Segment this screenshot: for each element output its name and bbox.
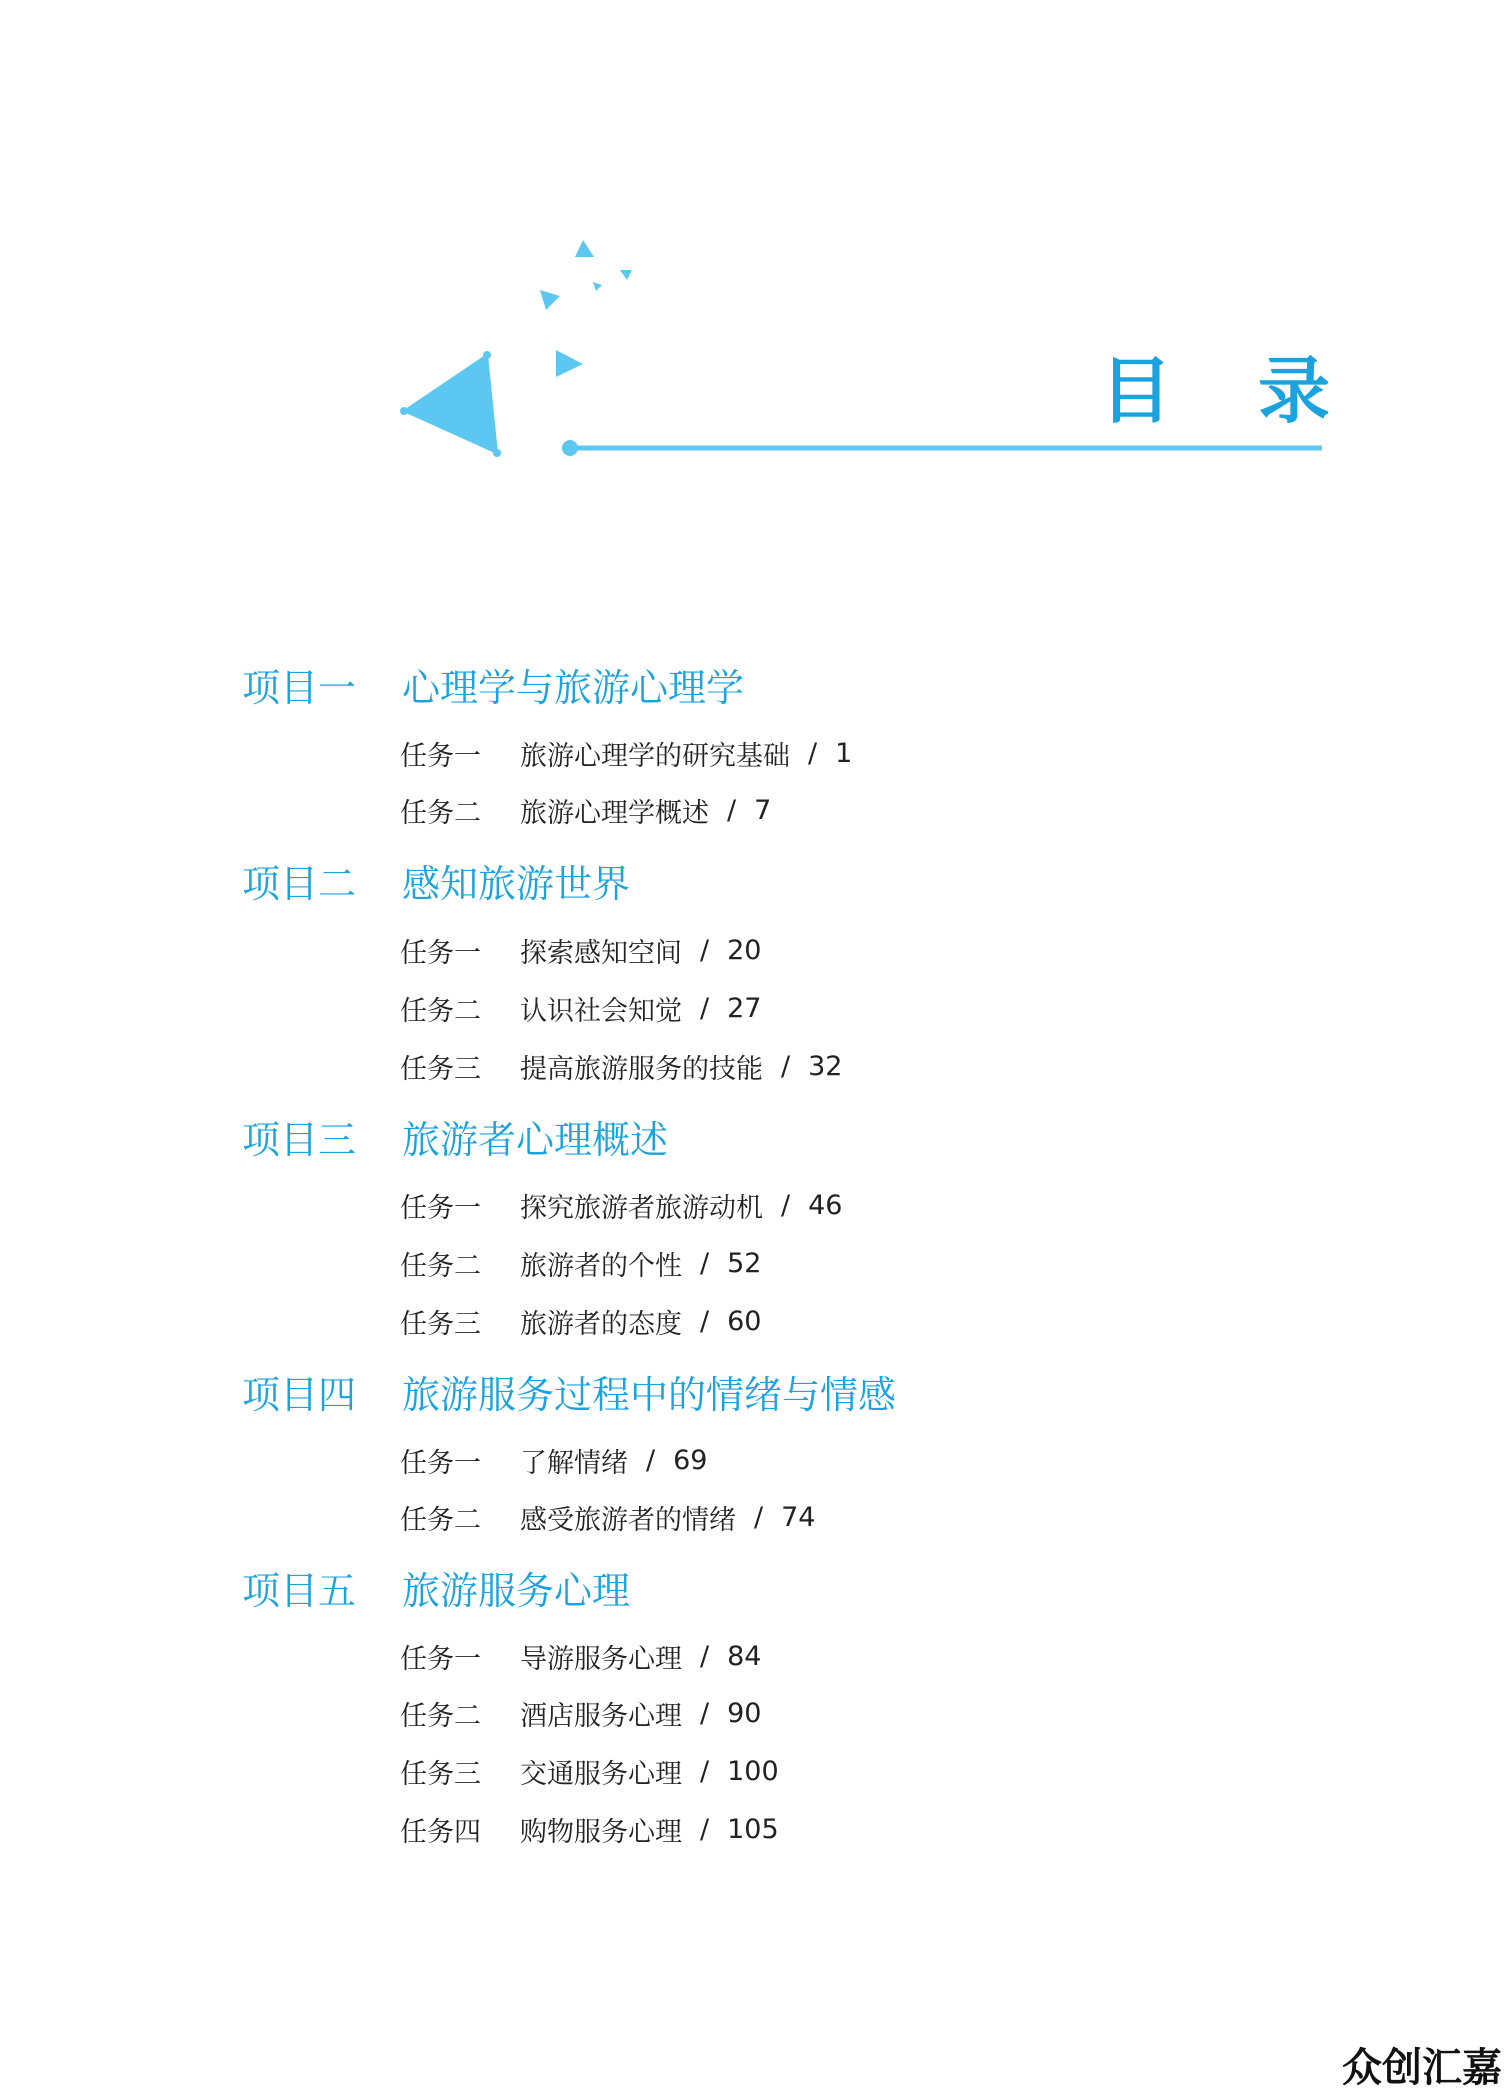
- large-triangle: [405, 355, 497, 453]
- task-number: 任务一: [400, 1643, 481, 1675]
- page-number: 105: [727, 1813, 779, 1845]
- small-triangle-5: [556, 350, 583, 377]
- project-number: 项目五: [242, 1568, 357, 1613]
- task-title: 购物服务心理: [520, 1816, 682, 1848]
- task-title: 探索感知空间: [520, 937, 682, 969]
- project-number: 项目三: [242, 1117, 357, 1162]
- task-number: 任务一: [400, 1192, 481, 1224]
- toc-task[interactable]: [400, 1497, 815, 1537]
- project-title: 心理学与旅游心理学: [402, 665, 745, 710]
- task-title: 旅游心理学概述: [520, 797, 709, 829]
- project-number: 项目二: [242, 861, 357, 906]
- task-number: 任务一: [400, 1447, 481, 1479]
- task-title: 提高旅游服务的技能: [520, 1053, 763, 1085]
- page-number: 60: [727, 1305, 762, 1337]
- toc-task[interactable]: [400, 1751, 779, 1791]
- page-number: 74: [781, 1501, 816, 1533]
- project-title: 旅游服务过程中的情绪与情感: [402, 1372, 897, 1417]
- task-number: 任务一: [400, 937, 481, 969]
- page-number: 7: [754, 794, 772, 826]
- page-separator: /: [754, 1501, 764, 1533]
- task-title: 认识社会知觉: [520, 995, 682, 1027]
- small-triangle-2: [540, 290, 560, 310]
- task-title: 酒店服务心理: [520, 1700, 682, 1732]
- toc-task[interactable]: [400, 1243, 761, 1283]
- page-number: 20: [727, 934, 762, 966]
- page-number: 84: [727, 1640, 762, 1672]
- small-triangle-4: [620, 270, 632, 280]
- page-separator: /: [700, 1247, 710, 1279]
- page-separator: /: [700, 1640, 710, 1672]
- toc-project-2[interactable]: [242, 854, 630, 906]
- project-title: 旅游者心理概述: [402, 1117, 669, 1162]
- task-number: 任务二: [400, 797, 481, 829]
- toc-project-4[interactable]: [242, 1365, 896, 1417]
- task-title: 交通服务心理: [520, 1758, 682, 1790]
- small-triangle-1: [575, 240, 594, 257]
- task-number: 任务四: [400, 1816, 481, 1848]
- task-title: 感受旅游者的情绪: [520, 1504, 736, 1536]
- page-separator: /: [700, 1305, 710, 1337]
- outline-dot-1: [483, 351, 491, 359]
- page-separator: /: [781, 1189, 791, 1221]
- task-number: 任务三: [400, 1053, 481, 1085]
- page-separator: /: [727, 794, 737, 826]
- toc-task[interactable]: [400, 1301, 761, 1341]
- toc-task[interactable]: [400, 988, 761, 1028]
- page-separator: /: [700, 1697, 710, 1729]
- toc-task[interactable]: [400, 1046, 842, 1086]
- project-number: 项目四: [242, 1372, 357, 1417]
- page-number: 27: [727, 992, 762, 1024]
- toc-project-5[interactable]: [242, 1561, 630, 1613]
- page-separator: /: [700, 992, 710, 1024]
- task-number: 任务二: [400, 995, 481, 1027]
- toc-task[interactable]: [400, 930, 761, 970]
- task-title: 了解情绪: [520, 1447, 628, 1479]
- task-title: 探究旅游者旅游动机: [520, 1192, 763, 1224]
- toc-task[interactable]: [400, 1693, 761, 1733]
- header-decoration: [0, 0, 1504, 520]
- page-number: 1: [835, 737, 853, 769]
- toc-project-1[interactable]: [242, 658, 744, 710]
- task-number: 任务三: [400, 1308, 481, 1340]
- title-char-1: 目: [1100, 349, 1173, 433]
- toc-project-3[interactable]: [242, 1110, 668, 1162]
- toc-task[interactable]: [400, 1636, 761, 1676]
- page-separator: /: [700, 1813, 710, 1845]
- task-title: 旅游者的态度: [520, 1308, 682, 1340]
- task-number: 任务一: [400, 740, 481, 772]
- task-title: 旅游者的个性: [520, 1250, 682, 1282]
- page-separator: /: [646, 1444, 656, 1476]
- toc-task[interactable]: [400, 1185, 842, 1225]
- page-number: 90: [727, 1697, 762, 1729]
- page-separator: /: [808, 737, 818, 769]
- title-char-2: 录: [1257, 349, 1330, 433]
- task-number: 任务二: [400, 1700, 481, 1732]
- outline-dot-2: [400, 407, 408, 415]
- toc-task[interactable]: [400, 790, 771, 830]
- project-number: 项目一: [242, 665, 357, 710]
- underline-dot: [562, 440, 578, 456]
- page-separator: /: [781, 1050, 791, 1082]
- outline-dot-3: [493, 449, 501, 457]
- project-title: 感知旅游世界: [402, 861, 631, 906]
- page-separator: /: [700, 1755, 710, 1787]
- task-number: 任务二: [400, 1504, 481, 1536]
- watermark: 众创汇嘉: [1342, 2045, 1502, 2091]
- task-number: 任务三: [400, 1758, 481, 1790]
- page-separator: /: [700, 934, 710, 966]
- page-number: 69: [673, 1444, 708, 1476]
- small-triangle-3: [593, 282, 602, 291]
- toc-task[interactable]: [400, 733, 852, 773]
- toc-task[interactable]: [400, 1440, 707, 1480]
- page-number: 32: [808, 1050, 843, 1082]
- page-number: 100: [727, 1755, 779, 1787]
- toc-task[interactable]: [400, 1809, 779, 1849]
- task-title: 导游服务心理: [520, 1643, 682, 1675]
- page-title: [1100, 349, 1330, 433]
- project-title: 旅游服务心理: [402, 1568, 631, 1613]
- task-title: 旅游心理学的研究基础: [520, 740, 790, 772]
- page-number: 52: [727, 1247, 762, 1279]
- page-number: 46: [808, 1189, 843, 1221]
- task-number: 任务二: [400, 1250, 481, 1282]
